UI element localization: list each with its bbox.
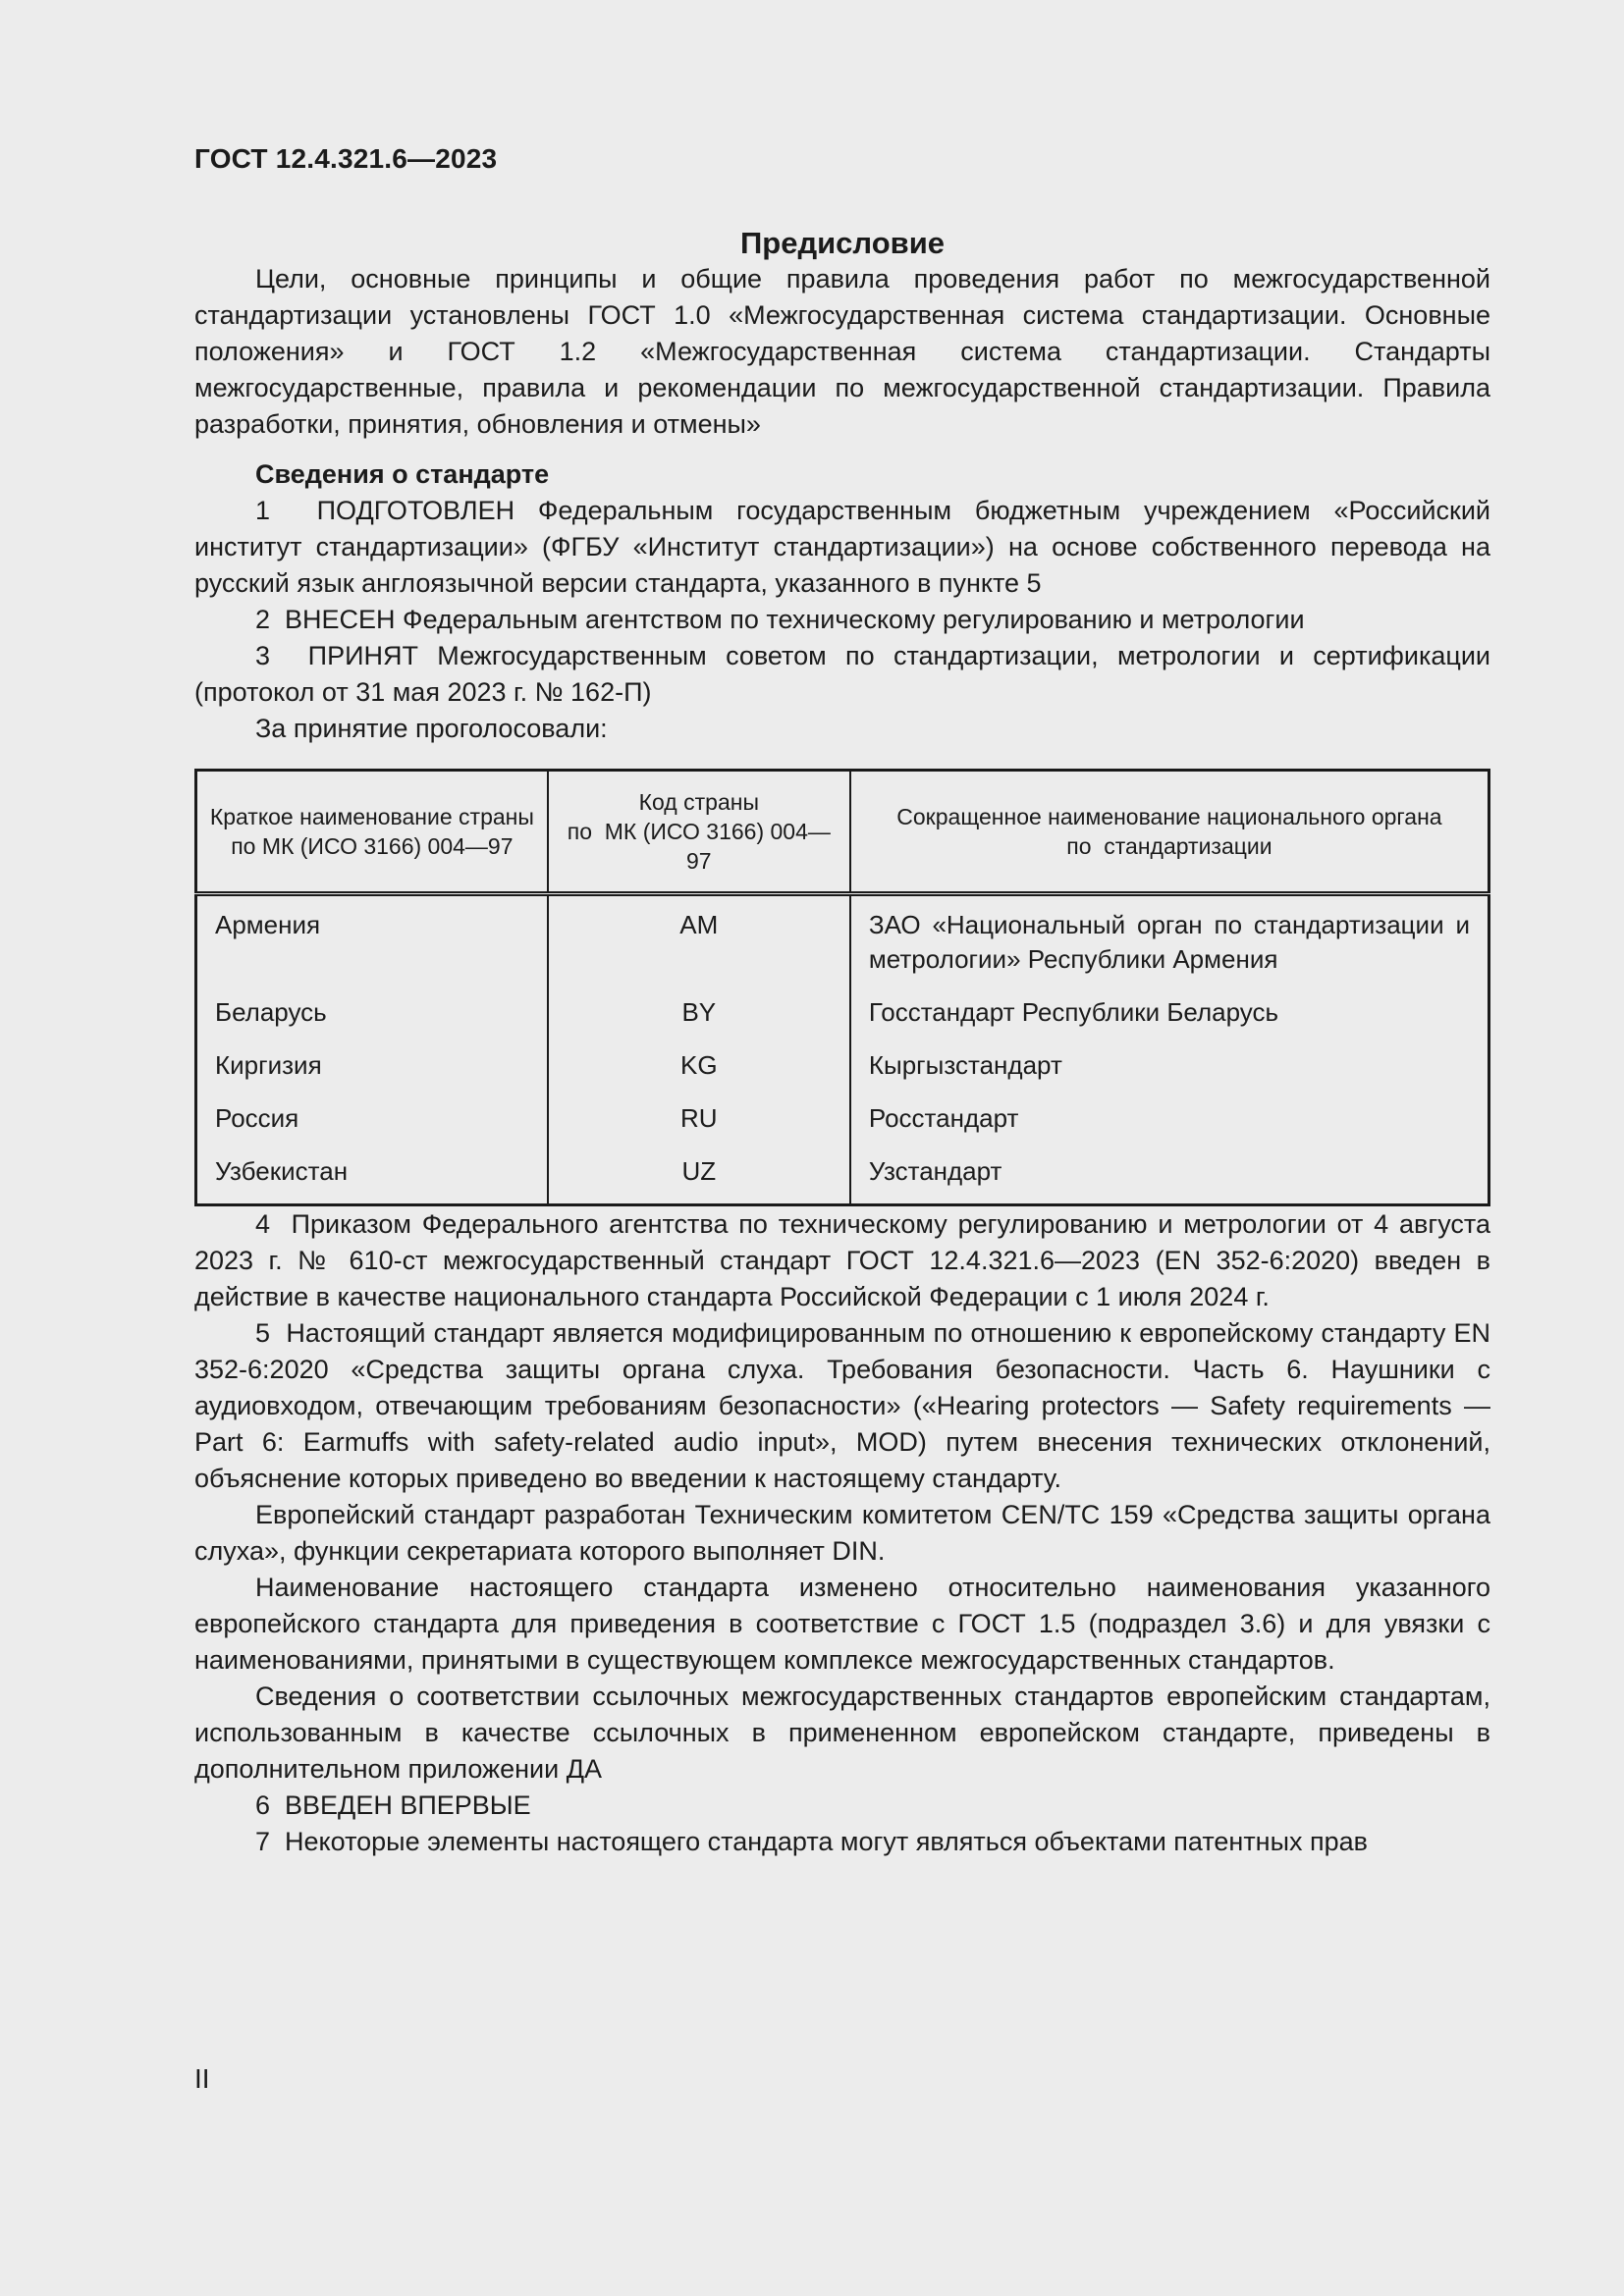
col-header-code-line2: по МК (ИСО 3166) 004—97 (567, 819, 831, 874)
header-row (196, 771, 1489, 894)
voting-table-body (196, 894, 1489, 1205)
col-header-code (548, 771, 850, 894)
vote-label: За принятие проголосовали: (255, 714, 608, 743)
clause-5-references: Сведения о соответствии ссылочных межгосударственных стандартов европейским стандартам, использованным в качестве ссылочных в примененном европейском стандарте, приведены в дополнительном приложении ДА (194, 1682, 1490, 1784)
cell-code: AM (548, 894, 850, 988)
table-row (196, 1041, 1489, 1094)
page-number: II (194, 2063, 210, 2094)
cell-code: KG (548, 1041, 850, 1094)
col-header-code-line1: Код страны (638, 789, 759, 815)
cell-country: Узбекистан (196, 1147, 548, 1205)
cell-country: Киргизия (196, 1041, 548, 1094)
table-row (196, 988, 1489, 1041)
cell-country: Армения (196, 894, 548, 988)
table-row (196, 894, 1489, 988)
clause-6-first-time: 6 ВВЕДЕН ВПЕРВЫЕ (255, 1790, 531, 1820)
col-header-country-line1: Краткое наименование страны (209, 804, 534, 829)
col-header-country (196, 771, 548, 894)
cell-org: ЗАО «Национальный орган по стандартизации и метрологии» Республики Армения (850, 894, 1489, 988)
col-header-org-line2: по стандартизации (1066, 833, 1272, 859)
clause-2-submitted: 2 ВНЕСЕН Федеральным агентством по техническому регулированию и метрологии (255, 605, 1305, 634)
voting-table (194, 769, 1490, 1206)
intro-paragraph: Цели, основные принципы и общие правила проведения работ по межгосударственной стандартизации установлены ГОСТ 1.0 «Межгосударственная система стандартизации. Основные положения» и ГОСТ 1.2 «Межгосударственная система стандартизации. Стандарты межгосударственные, правила и рекомендации по межгосударственной стандартизации. Правила разработки, принятия, обновления и отмены» (194, 264, 1490, 439)
cell-country: Россия (196, 1094, 548, 1147)
cell-code: UZ (548, 1147, 850, 1205)
clause-3-adopted: 3 ПРИНЯТ Межгосударственным советом по стандартизации, метрологии и сертификации (протокол от 31 мая 2023 г. № 162-П) (194, 641, 1490, 707)
cell-code: BY (548, 988, 850, 1041)
col-header-country-line2: по МК (ИСО 3166) 004—97 (231, 833, 514, 859)
clause-4-order: 4 Приказом Федерального агентства по техническому регулированию и метрологии от 4 августа 2023 г. № 610-ст межгосударственный стандарт ГОСТ 12.4.321.6—2023 (EN 352-6:2020) введен в действие в качестве национального стандарта Российской Федерации с 1 июля 2024 г. (194, 1209, 1490, 1311)
cell-org: Росстандарт (850, 1094, 1489, 1147)
cell-org: Кыргызстандарт (850, 1041, 1489, 1094)
section-heading: Сведения о стандарте (255, 459, 550, 489)
table-row (196, 1094, 1489, 1147)
clause-5-name-change: Наименование настоящего стандарта изменено относительно наименования указанного европейского стандарта для приведения в соответствие с ГОСТ 1.5 (подраздел 3.6) и для увязки с наименованиями, принятыми в существующем комплексе межгосударственных стандартов. (194, 1573, 1490, 1675)
cell-country: Беларусь (196, 988, 548, 1041)
col-header-org (850, 771, 1489, 894)
doc-number: ГОСТ 12.4.321.6—2023 (194, 143, 498, 174)
page-title: Предисловие (739, 226, 945, 260)
cell-org: Госстандарт Республики Беларусь (850, 988, 1489, 1041)
col-header-org-line1: Сокращенное наименование национального органа (896, 804, 1442, 829)
clause-5-modified: 5 Настоящий стандарт является модифицированным по отношению к европейскому стандарту EN 352-6:2020 «Средства защиты органа слуха. Требования безопасности. Часть 6. Наушники с аудиовходом, отвечающим требованиям безопасности» («Hearing protectors — Safety requirements — Part 6: Earmuffs with safety-related audio input», MOD) путем внесения технических отклонений, объяснение которых приведено во введении к настоящему стандарту. (194, 1318, 1490, 1493)
table-row (196, 1147, 1489, 1205)
clause-1-prepared: 1 ПОДГОТОВЛЕН Федеральным государственным бюджетным учреждением «Российский институт стандартизации» (ФГБУ «Институт стандартизации») на основе собственного перевода на русский язык англоязычной версии стандарта, указанного в пункте 5 (194, 496, 1490, 598)
clause-7-patents: 7 Некоторые элементы настоящего стандарта могут являться объектами патентных прав (255, 1827, 1368, 1856)
cell-code: RU (548, 1094, 850, 1147)
cell-org: Узстандарт (850, 1147, 1489, 1205)
clause-5-eu-committee: Европейский стандарт разработан Техническим комитетом CEN/TC 159 «Средства защиты органа слуха», функции секретариата которого выполняет DIN. (194, 1500, 1490, 1566)
voting-table-header (196, 771, 1489, 894)
